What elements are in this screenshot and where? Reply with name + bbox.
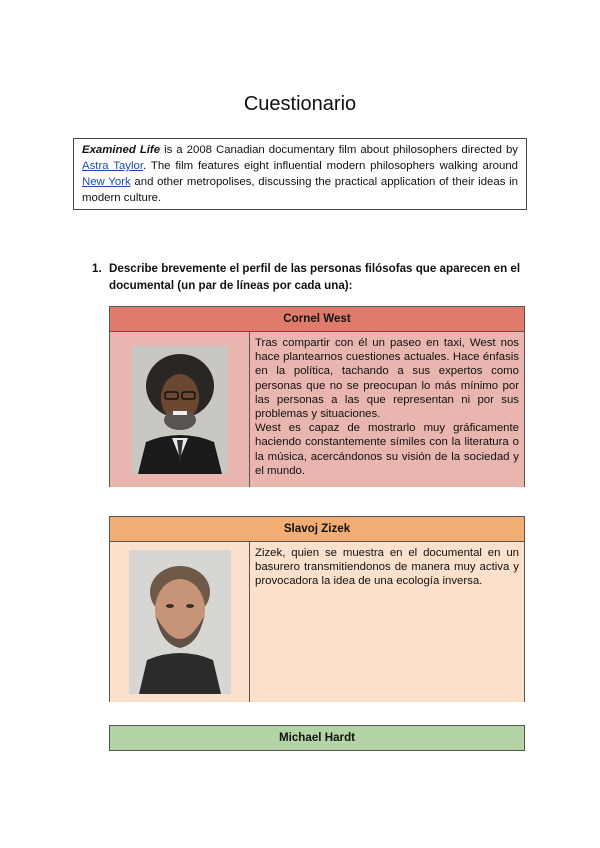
cornel-west-paragraph-2: West es capaz de mostrarlo muy gráficamente haciendo constantemente símiles con la literatura o la música, acercándonos su visión de la sociedad y el mundo. — [255, 422, 519, 477]
card-slavoj-zizek-header: Slavoj Zizek — [110, 517, 524, 542]
question-text: Describe brevemente el perfil de las personas filósofas que aparecen en el documental (un par de líneas por cada una): — [109, 262, 521, 292]
card-michael-hardt — [109, 725, 525, 751]
question-number: 1. — [92, 262, 102, 275]
card-slavoj-zizek-text — [250, 542, 524, 702]
cornel-west-photo — [132, 346, 228, 474]
intro-text-2: . The film features eight influential modern philosophers walking around — [143, 160, 518, 172]
astra-taylor-link[interactable]: Astra Taylor — [82, 160, 144, 172]
card-slavoj-zizek-body — [110, 542, 524, 702]
page-title: Cuestionario — [243, 93, 357, 115]
slavoj-zizek-photo — [129, 550, 231, 694]
slavoj-zizek-paragraph-1: Zizek, quien se muestra en el documental en un basurero transmitiendonos de manera muy activa y provocadora la idea de una ecología inversa. — [255, 547, 519, 588]
card-cornel-west-text — [250, 332, 524, 487]
cornel-west-paragraph-1: Tras compartir con él un paseo en taxi, West nos hace plantearnos cuestiones actuales. Hace énfasis en la política, tachando a sus expertos como personas que no se preocupan lo más mínimo por las personas a las que representan ni por sus problemas y situaciones. — [255, 337, 519, 421]
photo-cell — [110, 542, 250, 702]
card-cornel-west-header: Cornel West — [110, 307, 524, 332]
card-slavoj-zizek — [109, 516, 525, 702]
intro-box — [73, 138, 527, 210]
intro-text-1: is a 2008 Canadian documentary film about philosophers directed by — [160, 144, 518, 156]
film-title: Examined Life — [82, 144, 161, 156]
card-michael-hardt-header: Michael Hardt — [110, 726, 524, 750]
card-cornel-west — [109, 306, 525, 487]
question-1 — [92, 260, 532, 294]
photo-cell — [110, 332, 250, 487]
intro-text-3: and other metropolises, discussing the practical application of their ideas in modern culture. — [82, 176, 518, 204]
new-york-link[interactable]: New York — [82, 176, 131, 188]
card-cornel-west-body — [110, 332, 524, 487]
